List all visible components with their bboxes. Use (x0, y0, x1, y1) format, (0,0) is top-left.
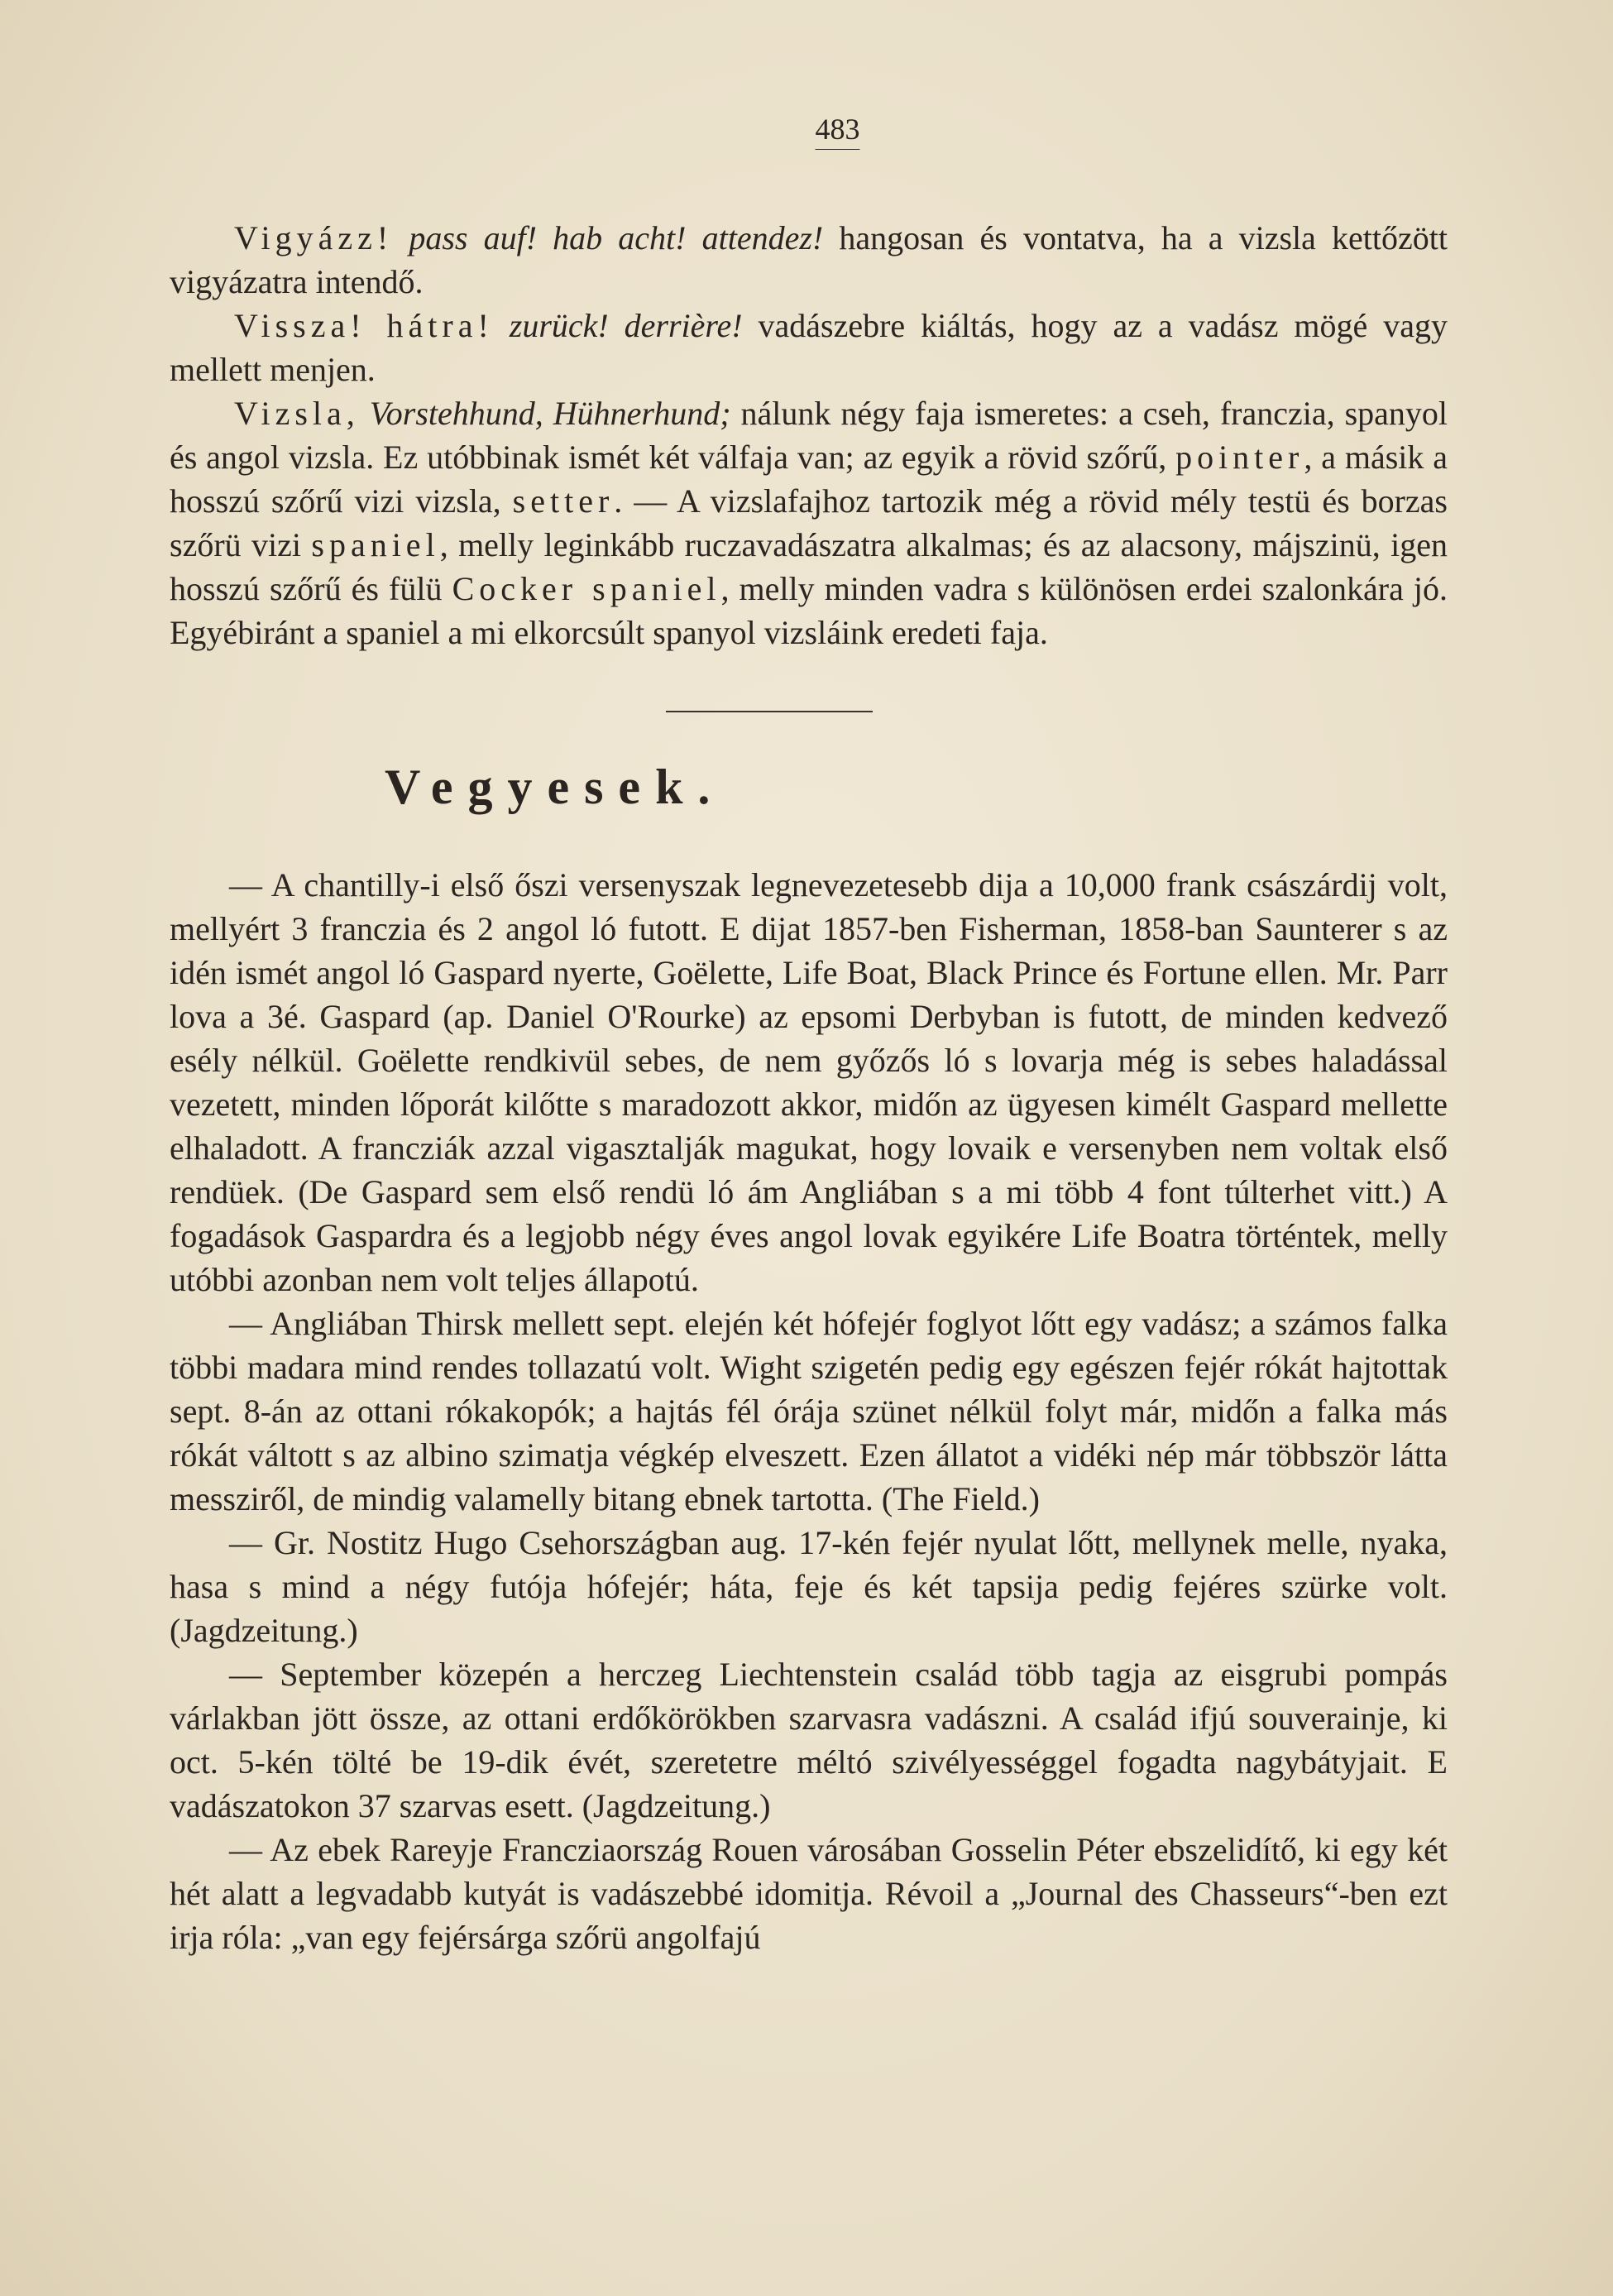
news-section (170, 863, 1448, 1959)
text-run: Cocker spaniel (452, 570, 721, 607)
glossary-section (170, 216, 1448, 654)
text-run: nálunk négy faja ismeretes: a cseh, franczia, spanyol és angol vizsla. Ez utóbbinak ismét két válfaja van; az egyik a rövid szőrű, (170, 395, 1448, 476)
section-heading: Vegyesek. (385, 760, 725, 814)
text-run: pass auf! hab acht! attendez! (409, 219, 824, 256)
text-run: Vorstehhund, Hühnerhund; (369, 395, 731, 432)
text-run: , melly minden vadra s különösen erdei szalonkára jó. Egyébiránt a spaniel a mi elkorcsúlt spanyol vizsláink eredeti faja. (170, 570, 1448, 651)
section-divider (666, 711, 873, 712)
text-run: Vigyázz! (234, 219, 394, 256)
glossary-entry (170, 216, 1448, 304)
news-item: — A chantilly-i első őszi versenyszak legnevezetesebb dija a 10,000 frank császárdij volt, mellyért 3 franczia és 2 angol ló futott. E dijat 1857-ben Fisherman, 1858-ban Saunterer s az idén ismét angol ló Gaspard nyerte, Goëlette, Life Boat, Black Prince és Fortune ellen. Mr. Parr lova a 3é. Gaspard (ap. Daniel O'Rourke) az epsomi Derbyban is futott, de minden kedvező esély nélkül. Goëlette rendkivül sebes, de nem győzős ló s lovarja még is sebes haladással vezetett, minden lőporát kilőtte s maradozott akkor, midőn az ügyesen kimélt Gaspard mellette elhaladott. A francziák azzal vigasztalják magukat, hogy lovaik e versenyben nem voltak első rendüek. (De Gaspard sem első rendü ló ám Angliában s a mi több 4 font túlterhet vitt.) A fogadások Gaspardra és a legjobb négy éves angol lovak egyikére Life Boatra történtek, melly utóbbi azonban nem volt teljes állapotú. (170, 866, 1448, 1298)
text-run: spaniel (311, 526, 440, 563)
text-run (393, 219, 409, 256)
text-run (494, 307, 510, 344)
text-run: , melly leginkább ruczavadászatra alkalmas; és az alacsony, májszinü, igen hosszú szőrű és fülü (170, 526, 1448, 607)
news-item: — Az ebek Rareyje Francziaország Rouen városában Gosselin Péter ebszelidítő, ki egy két hét alatt a legvadabb kutyát is vadászebbé idomitja. Révoil a „Journal des Chasseurs“-ben ezt irja róla: „van egy fejérsárga szőrü angolfajú (170, 1831, 1448, 1956)
page-number: 483 (815, 113, 860, 146)
text-run: . — A vizslafajhoz tartozik még a rövid mély testü és borzas szőrü vizi (170, 482, 1448, 563)
news-item: — Gr. Nostitz Hugo Csehországban aug. 17-kén fejér nyulat lőtt, mellynek melle, nyaka, hasa s mind a négy futója hófejér; háta, feje és két tapsija pedig fejéres szürke volt. (Jagdzeitung.) (170, 1524, 1448, 1649)
glossary-entry (170, 391, 1448, 654)
text-run: pointer (1175, 439, 1304, 476)
news-item: — September közepén a herczeg Liechtenstein család több tagja az eisgrubi pompás várlakban jött össze, az ottani erdőkörökben szarvasra vadászni. A család ifjú souverainje, ki oct. 5-kén tölté be 19-dik évét, szeretetre méltó szivélyességgel fogadta nagybátyjait. E vadászatokon 37 szarvas esett. (Jagdzeitung.) (170, 1656, 1448, 1824)
text-run (360, 395, 370, 432)
text-run: setter (512, 482, 615, 520)
text-run: Vissza! hátra! (234, 307, 494, 344)
text-run: , a másik a hosszú szőrű vizi vizsla, (170, 439, 1448, 520)
glossary-entry (170, 304, 1448, 391)
text-run: Vizsla, (234, 395, 360, 432)
text-run: vadászebre kiáltás, hogy az a vadász mögé vagy mellett menjen. (170, 307, 1448, 388)
news-item: — Angliában Thirsk mellett sept. elején két hófejér foglyot lőtt egy vadász; a számos falka többi madara mind rendes tollazatú volt. Wight szigetén pedig egy egészen fejér rókát hajtottak sept. 8-án az ottani rókakopók; a hajtás fél órája szünet nélkül folyt már, midőn a falka más rókát váltott s az albino szimatja végkép elveszett. Ezen állatot a vidéki nép már többször látta messziről, de mindig valamelly bitang ebnek tartotta. (The Field.) (170, 1305, 1448, 1517)
text-run: hangosan és vontatva, ha a vizsla kettőzött vigyázatra intendő. (170, 219, 1448, 300)
text-run: zurück! derrière! (509, 307, 743, 344)
text-block (170, 108, 1448, 1959)
